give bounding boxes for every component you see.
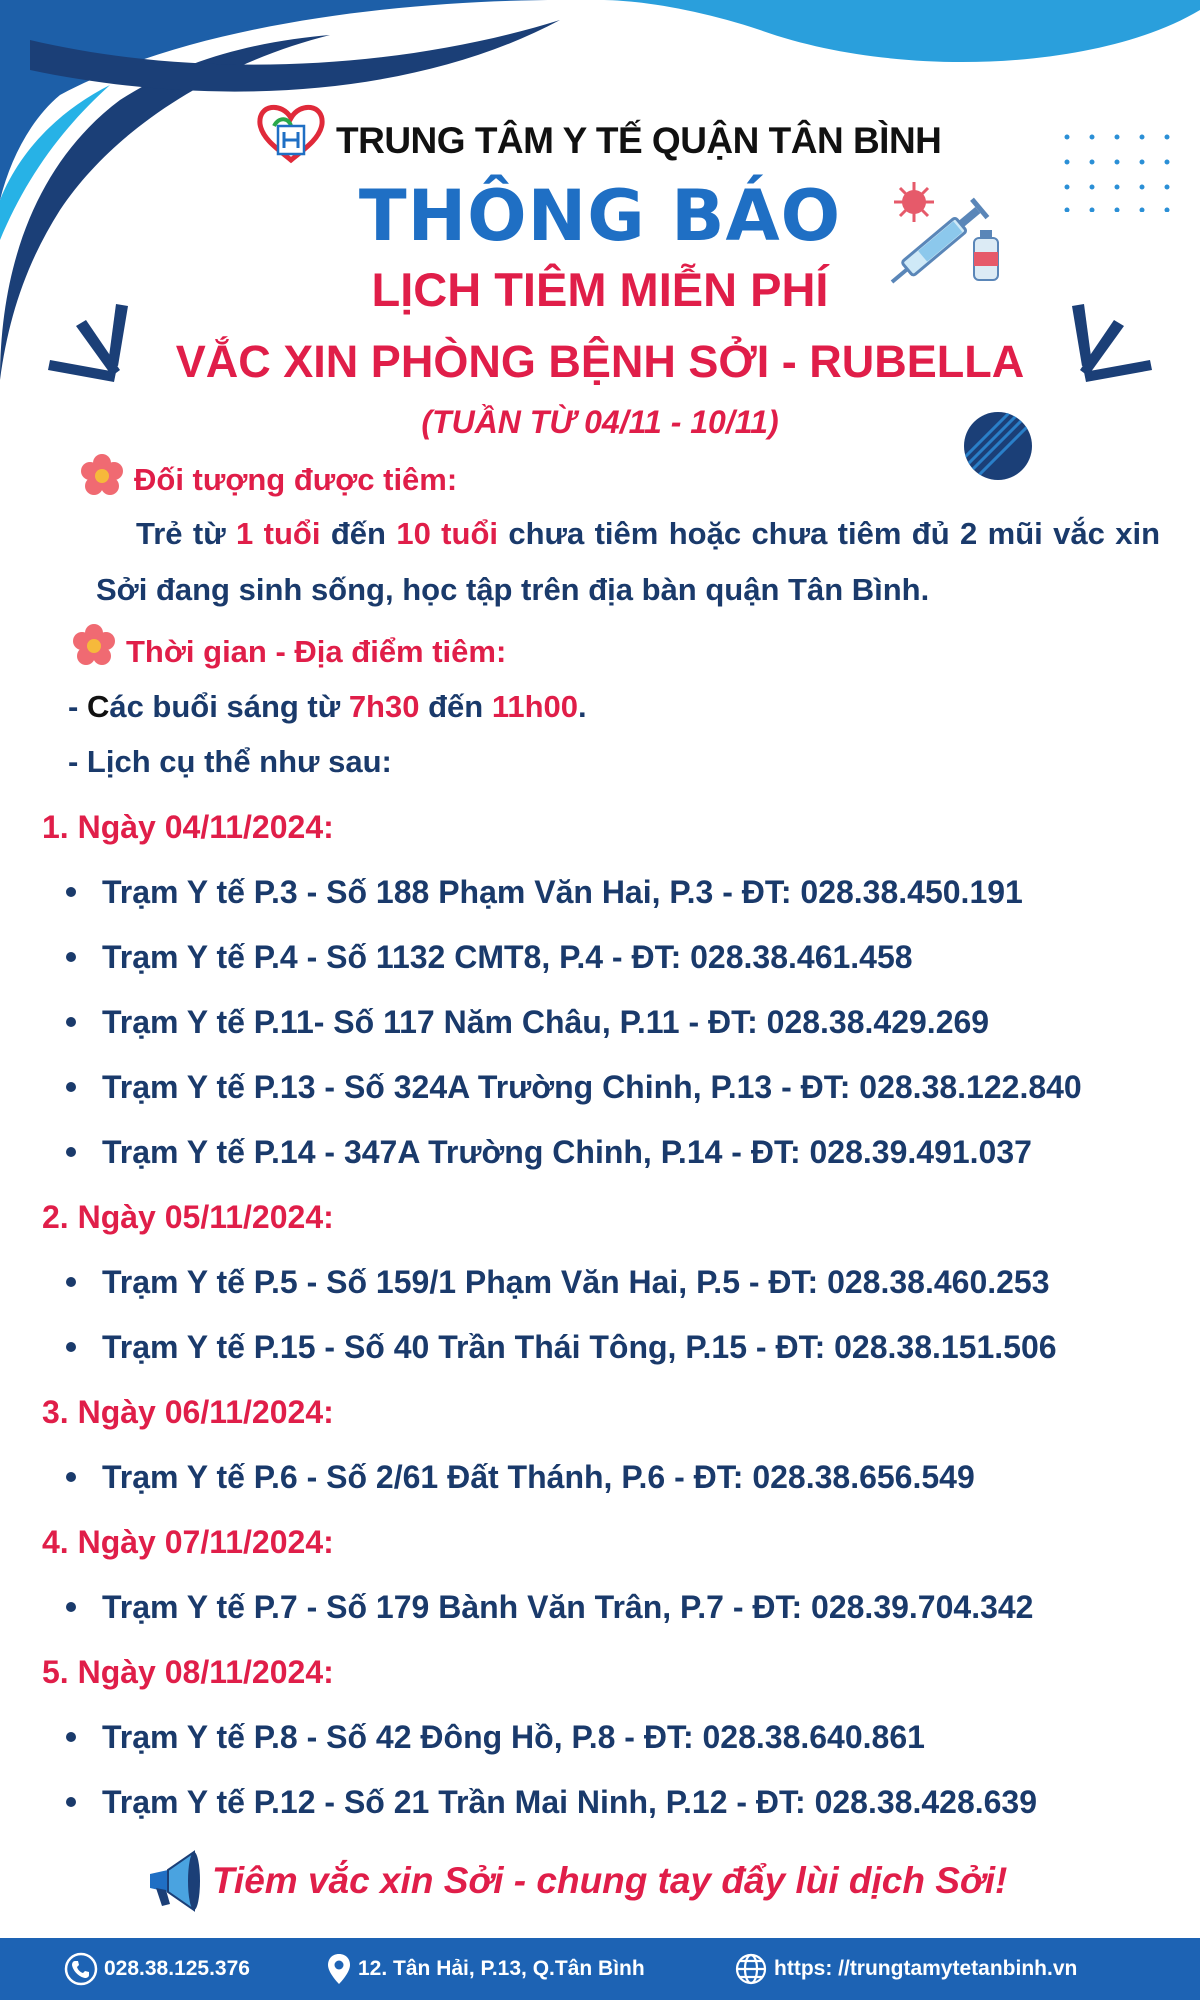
megaphone-icon xyxy=(142,1846,212,1916)
page-title: THÔNG BÁO xyxy=(358,175,842,257)
week-range: (TUẦN TỪ 04/11 - 10/11) xyxy=(421,404,779,440)
flower-icon xyxy=(72,624,116,668)
phone-icon xyxy=(64,1952,98,1986)
target-description: Trẻ từ 1 tuổi đến 10 tuổi chưa tiêm hoặc chưa tiêm đủ 2 mũi vắc xin Sởi đang sinh sống, học tập trên địa bàn quận Tân Bình. xyxy=(96,516,1160,607)
schedule-intro: - Lịch cụ thể như sau: xyxy=(68,744,392,779)
station-item: Trạm Y tế P.14 - 347A Trường Chinh, P.14 - ĐT: 028.39.491.037 xyxy=(66,1134,1032,1171)
slogan: Tiêm vắc xin Sởi - chung tay đẩy lùi dịch Sởi! xyxy=(212,1860,1008,1901)
schedule-date: 4. Ngày 07/11/2024: xyxy=(42,1524,334,1560)
age-from: 1 tuổi xyxy=(236,516,321,551)
schedule-date: 2. Ngày 05/11/2024: xyxy=(42,1199,334,1235)
footer-address: 12. Tân Hải, P.13, Q.Tân Bình xyxy=(326,1938,645,2000)
station-item: Trạm Y tế P.11- Số 117 Năm Châu, P.11 - ĐT: 028.38.429.269 xyxy=(66,1004,989,1041)
end-time: 11h00 xyxy=(491,689,579,724)
organization-name: TRUNG TÂM Y TẾ QUẬN TÂN BÌNH xyxy=(336,120,942,161)
subtitle-vaccine-name: VẮC XIN PHÒNG BỆNH SỞI - RUBELLA xyxy=(175,336,1025,387)
location-pin-icon xyxy=(326,1952,352,1986)
health-center-logo xyxy=(254,96,328,170)
station-item: Trạm Y tế P.3 - Số 188 Phạm Văn Hai, P.3 - ĐT: 028.38.450.191 xyxy=(66,874,1023,911)
station-item: Trạm Y tế P.7 - Số 179 Bành Văn Trân, P.7 - ĐT: 028.39.704.342 xyxy=(66,1589,1033,1626)
session-time-line: - Các buổi sáng từ 7h30 đến 11h00. xyxy=(68,689,587,724)
globe-icon xyxy=(734,1952,768,1986)
station-item: Trạm Y tế P.12 - Số 21 Trần Mai Ninh, P.12 - ĐT: 028.38.428.639 xyxy=(66,1784,1037,1821)
footer-phone: 028.38.125.376 xyxy=(64,1938,250,2000)
footer-website[interactable]: https: //trungtamytetanbinh.vn xyxy=(734,1938,1077,2000)
start-time: 7h30 xyxy=(348,689,420,724)
striped-circle-decoration xyxy=(962,410,1034,482)
station-item: Trạm Y tế P.8 - Số 42 Đông Hồ, P.8 - ĐT: 028.38.640.861 xyxy=(66,1719,925,1756)
station-item: Trạm Y tế P.6 - Số 2/61 Đất Thánh, P.6 - ĐT: 028.38.656.549 xyxy=(66,1459,975,1496)
age-to: 10 tuổi xyxy=(396,516,498,551)
station-item: Trạm Y tế P.15 - Số 40 Trần Thái Tông, P.15 - ĐT: 028.38.151.506 xyxy=(66,1329,1057,1366)
time-place-heading: Thời gian - Địa điểm tiêm: xyxy=(126,634,507,669)
target-heading: Đối tượng được tiêm: xyxy=(134,462,458,497)
station-item: Trạm Y tế P.13 - Số 324A Trường Chinh, P.13 - ĐT: 028.38.122.840 xyxy=(66,1069,1082,1106)
subtitle-free-vaccination: LỊCH TIÊM MIỄN PHÍ xyxy=(371,263,829,316)
flower-icon xyxy=(80,454,124,498)
station-item: Trạm Y tế P.4 - Số 1132 CMT8, P.4 - ĐT: 028.38.461.458 xyxy=(66,939,913,976)
station-item: Trạm Y tế P.5 - Số 159/1 Phạm Văn Hai, P.5 - ĐT: 028.38.460.253 xyxy=(66,1264,1050,1301)
schedule-date: 5. Ngày 08/11/2024: xyxy=(42,1654,334,1690)
schedule-date: 1. Ngày 04/11/2024: xyxy=(42,809,334,845)
footer-bar xyxy=(0,1938,1200,2000)
schedule-date: 3. Ngày 06/11/2024: xyxy=(42,1394,334,1430)
